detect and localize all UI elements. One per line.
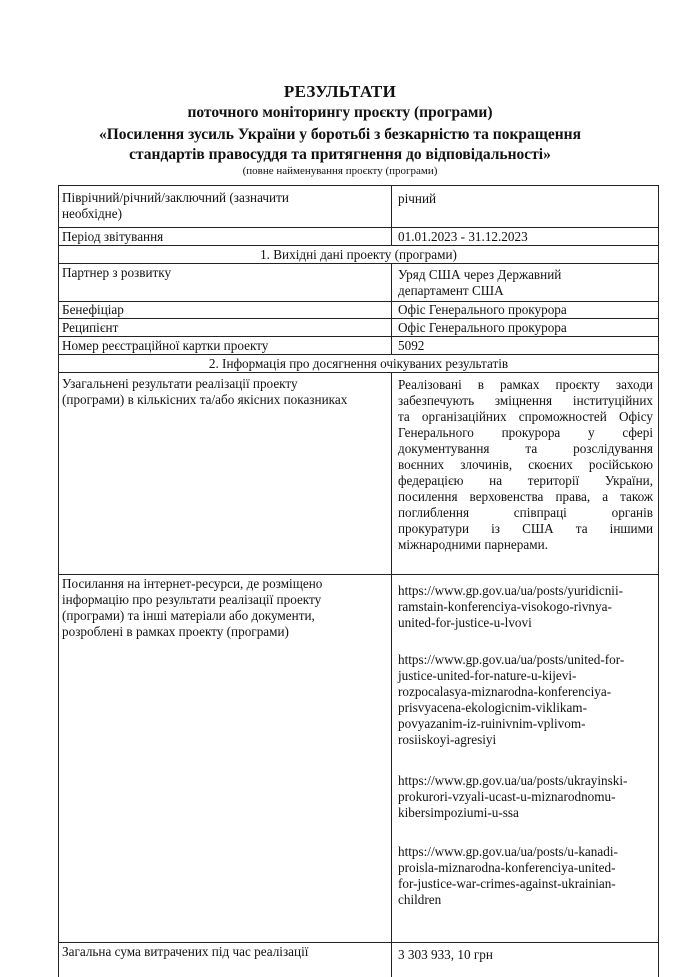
resource-link-3[interactable]: https://www.gp.gov.ua/ua/posts/ukrayinski- prokurori-vzyali-ucast-u-miznarodnomu- kibersimpoziumi-u-ssa	[398, 773, 628, 820]
recipient-value: Офіс Генерального прокурора	[398, 320, 567, 335]
table-rule	[58, 336, 659, 337]
period-value: 01.01.2023 - 31.12.2023	[398, 229, 528, 244]
results-value: Реалізовані в рамках проєкту заходи забезпечують зміцнення інституційних та організаційних спроможностей Офісу Генерального прокурора у сфері документування та розслідування воєнних злочинів, скоєних російською федерацією на території України, посилення верховенства права, а також поглиблення співпраці органів прокуратури із США та іншими міжнародними парнерами.	[398, 377, 653, 552]
project-name-line-2: стандартів правосуддя та притягнення до відповідальності»	[129, 146, 551, 163]
table-rule	[58, 318, 659, 319]
table-rule	[58, 942, 659, 943]
recipient-label: Реципієнт	[62, 320, 119, 335]
section-2-title: 2. Інформація про досягнення очікуваних результатів	[208, 356, 509, 371]
report-type-value: річний	[398, 191, 437, 206]
partner-label: Партнер з розвитку	[62, 265, 172, 280]
reg-card-value: 5092	[398, 338, 425, 353]
resource-link-2[interactable]: https://www.gp.gov.ua/ua/posts/united-for- justice-united-for-nature-u-kijevi- rozpocalasya-miznarodna-konferenciya- prisvyacena-ekologicnim-viklikam- povyazanim-iz-ruinivnim-vplivom- rosiiskoyi-agresiyi	[398, 652, 625, 747]
project-name-line-1: «Посилення зусиль України у боротьбі з безкарністю та покращення	[99, 126, 581, 143]
table-rule	[391, 263, 392, 354]
table-rule	[391, 185, 392, 245]
links-label: Посилання на інтернет-ресурси, де розміщено інформацію про результати реалізації проекту (програми) та інші матеріали або документи, розроблені в рамках проекту (програми)	[62, 576, 323, 639]
table-rule	[58, 354, 659, 355]
table-rule	[658, 185, 659, 977]
beneficiary-label: Бенефіціар	[62, 302, 124, 317]
partner-value: Уряд США через Державний департамент США	[398, 267, 562, 298]
monitoring-table	[58, 185, 659, 977]
project-name-note: (повне найменування проєкту (програми)	[242, 165, 438, 177]
doc-title: РЕЗУЛЬТАТИ	[283, 82, 397, 101]
period-label: Період звітування	[62, 229, 164, 244]
report-type-label: Піврічний/річний/заключний (зазначити необхідне)	[62, 190, 289, 221]
table-rule	[58, 263, 659, 264]
resource-link-1[interactable]: https://www.gp.gov.ua/ua/posts/yuridicnii- ramstain-konferenciya-visokogo-rivnya- united-for-justice-u-lvovi	[398, 583, 624, 630]
table-rule	[58, 227, 659, 228]
table-rule	[58, 185, 59, 977]
table-rule	[391, 372, 392, 977]
section-1-title: 1. Вихідні дані проекту (програми)	[260, 247, 457, 262]
table-rule	[58, 245, 659, 246]
table-rule	[58, 574, 659, 575]
doc-subtitle: поточного моніторингу проєкту (програми)	[187, 104, 493, 121]
results-label: Узагальнені результати реалізації проекту (програми) в кількісних та/або якісних показниках	[62, 376, 348, 407]
total-label: Загальна сума витрачених під час реалізації	[62, 944, 309, 959]
resource-link-4[interactable]: https://www.gp.gov.ua/ua/posts/u-kanadi- proisla-miznarodna-konferenciya-united- for-justice-war-crimes-against-ukrainian- children	[398, 844, 618, 907]
beneficiary-value: Офіс Генерального прокурора	[398, 302, 567, 317]
table-rule	[58, 372, 659, 373]
reg-card-label: Номер реєстраційної картки проекту	[62, 338, 269, 353]
total-value: 3 303 933, 10 грн	[398, 947, 493, 962]
table-rule	[58, 185, 659, 186]
